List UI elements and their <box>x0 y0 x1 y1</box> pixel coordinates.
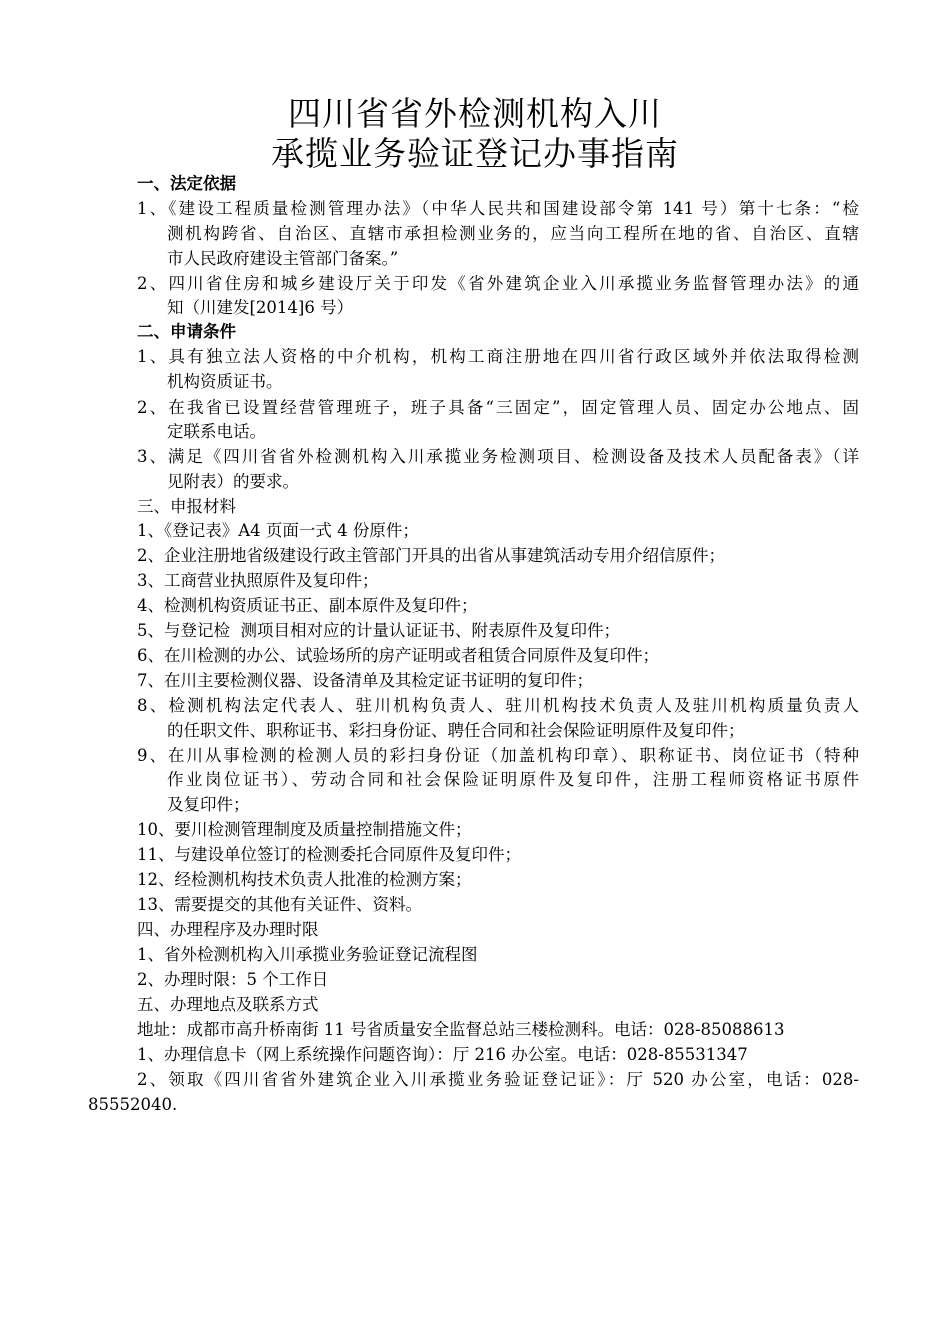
materials-item-13: 13、需要提交的其他有关证件、资料。 <box>137 895 422 914</box>
materials-item-5: 5、与登记检 测项目相对应的计量认证证书、附表原件及复印件； <box>137 621 620 640</box>
materials-item-1: 1、《登记表》A4 页面一式 4 份原件； <box>137 521 419 540</box>
location-item-1: 1、办理信息卡（网上系统操作问题咨询）：厅 216 办公室。电话：028-85531347 <box>137 1045 748 1064</box>
conditions-item-2-line-2: 定联系电话。 <box>167 422 266 441</box>
document-title-line-2: 承揽业务验证登记办事指南 <box>271 134 679 173</box>
location-item-2-line-1: 2、领取《四川省省外建筑企业入川承揽业务验证登记证》：厅 520 办公室，电话：028- <box>137 1070 859 1089</box>
section-heading-materials: 三、申报材料 <box>137 497 236 516</box>
materials-item-9-line-3: 及复印件； <box>167 795 250 814</box>
conditions-item-1-line-1: 1、具有独立法人资格的中介机构，机构工商注册地在四川省行政区域外并依法取得检测 <box>137 347 859 366</box>
legal-basis-item-1-line-2: 测机构跨省、自治区、直辖市承担检测业务的，应当向工程所在地的省、自治区、直辖 <box>167 224 859 243</box>
conditions-item-2-line-1: 2、在我省已设置经营管理班子，班子具备“三固定”，固定管理人员、固定办公地点、固 <box>137 398 859 417</box>
legal-basis-item-2-line-2: 知（川建发[2014]6 号） <box>167 298 354 317</box>
legal-basis-item-1-line-3: 市人民政府建设主管部门备案。” <box>167 249 399 268</box>
materials-item-8-line-2: 的任职文件、职称证书、彩扫身份证、聘任合同和社会保险证明原件及复印件； <box>167 721 745 740</box>
section-heading-location: 五、办理地点及联系方式 <box>137 995 319 1014</box>
section-heading-procedure: 四、办理程序及办理时限 <box>137 920 319 939</box>
legal-basis-item-1-line-1: 1、《建设工程质量检测管理办法》（中华人民共和国建设部令第 141 号）第十七条：“检 <box>137 199 859 218</box>
procedure-item-1: 1、省外检测机构入川承揽业务验证登记流程图 <box>137 945 478 964</box>
materials-item-4: 4、检测机构资质证书正、副本原件及复印件； <box>137 596 478 615</box>
materials-item-3: 3、工商营业执照原件及复印件； <box>137 571 379 590</box>
materials-item-2: 2、企业注册地省级建设行政主管部门开具的出省从事建筑活动专用介绍信原件； <box>137 546 725 565</box>
procedure-item-2: 2、办理时限：5 个工作日 <box>137 970 329 989</box>
conditions-item-1-line-2: 机构资质证书。 <box>167 372 283 391</box>
materials-item-9-line-2: 作业岗位证书）、劳动合同和社会保险证明原件及复印件，注册工程师资格证书原件 <box>167 770 859 789</box>
document-title-line-1: 四川省省外检测机构入川 <box>288 94 662 133</box>
section-heading-conditions: 二、申请条件 <box>137 322 236 341</box>
materials-item-8-line-1: 8、检测机构法定代表人、驻川机构负责人、驻川机构技术负责人及驻川机构质量负责人 <box>137 696 859 715</box>
materials-item-12: 12、经检测机构技术负责人批准的检测方案； <box>137 870 472 889</box>
conditions-item-3-line-2: 见附表）的要求。 <box>167 472 299 491</box>
location-item-2-line-2: 85552040. <box>88 1095 178 1114</box>
section-heading-legal-basis: 一、法定依据 <box>137 174 236 193</box>
materials-item-6: 6、在川检测的办公、试验场所的房产证明或者租赁合同原件及复印件； <box>137 646 659 665</box>
location-address: 地址：成都市高升桥南街 11 号省质量安全监督总站三楼检测科。电话：028-85088613 <box>137 1020 785 1039</box>
materials-item-7: 7、在川主要检测仪器、设备清单及其检定证书证明的复印件； <box>137 671 593 690</box>
legal-basis-item-2-line-1: 2、四川省住房和城乡建设厅关于印发《省外建筑企业入川承揽业务监督管理办法》的通 <box>137 274 859 293</box>
conditions-item-3-line-1: 3、满足《四川省省外检测机构入川承揽业务检测项目、检测设备及技术人员配备表》（详 <box>137 447 859 466</box>
materials-item-11: 11、与建设单位签订的检测委托合同原件及复印件； <box>137 845 521 864</box>
materials-item-10: 10、要川检测管理制度及质量控制措施文件； <box>137 820 472 839</box>
materials-item-9-line-1: 9、在川从事检测的检测人员的彩扫身份证（加盖机构印章）、职称证书、岗位证书（特种 <box>137 746 859 765</box>
